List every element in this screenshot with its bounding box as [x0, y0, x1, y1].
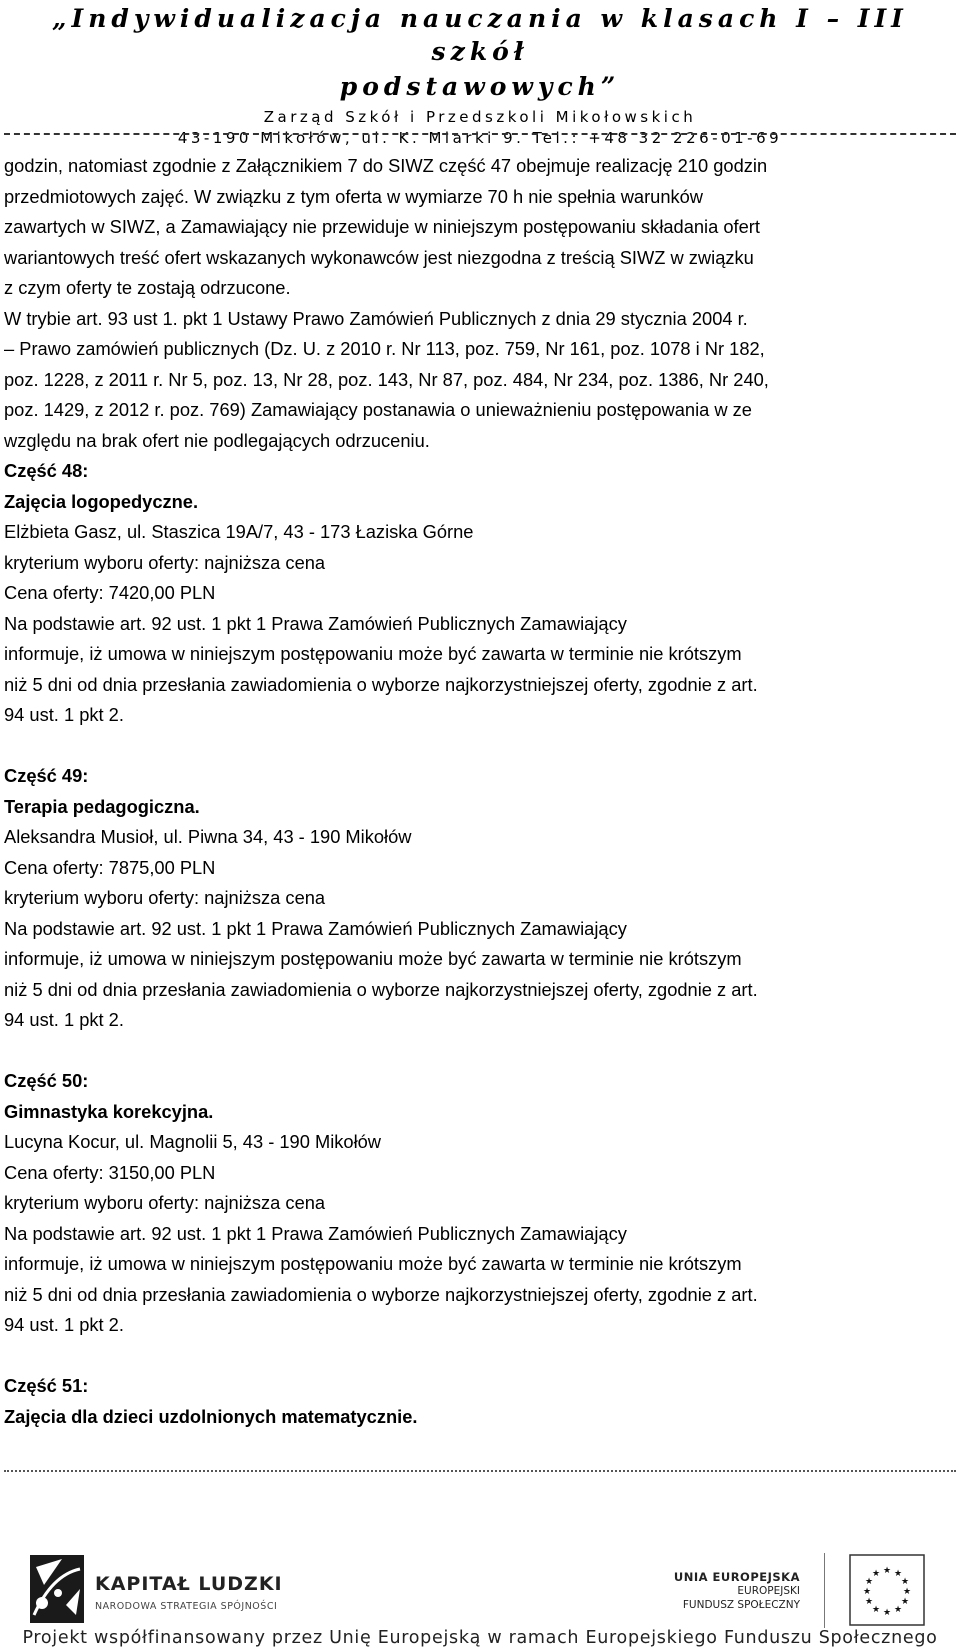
- text-line: W trybie art. 93 ust 1. pkt 1 Ustawy Prawo Zamówień Publicznych z dnia 29 stycznia 2004 r.: [4, 307, 748, 329]
- document-body: [4, 151, 948, 1432]
- section-subject: Zajęcia dla dzieci uzdolnionych matematycznie.: [4, 1405, 418, 1427]
- svg-text:★: ★: [900, 1597, 910, 1607]
- notice-line: Na podstawie art. 92 ust. 1 pkt 1 Prawa Zamówień Publicznych Zamawiający: [4, 917, 627, 939]
- spacer: [4, 731, 948, 762]
- text-line: wariantowych treść ofert wskazanych wykonawców jest niezgodna z treścią SIWZ w związku: [4, 246, 754, 268]
- text-line: przedmiotowych zajęć. W związku z tym oferta w wymiarze 70 h nie spełnia warunków: [4, 185, 704, 207]
- text-line: z czym oferty te zostają odrzucone.: [4, 277, 291, 298]
- notice-line: informuje, iż umowa w niniejszym postępowaniu może być zawarta w terminie nie krótszym: [4, 643, 742, 664]
- svg-text:★: ★: [893, 1605, 903, 1615]
- notice-line: Na podstawie art. 92 ust. 1 pkt 1 Prawa Zamówień Publicznych Zamawiający: [4, 1222, 627, 1244]
- eu-separator: [824, 1553, 825, 1628]
- criterion-line: kryterium wyboru oferty: najniższa cena: [4, 887, 326, 908]
- text-line: względu na brak ofert nie podlegających odrzuceniu.: [4, 429, 430, 451]
- svg-text:★: ★: [882, 1566, 892, 1576]
- notice-line: 94 ust. 1 pkt 2.: [4, 1009, 124, 1030]
- letterhead: [0, 0, 960, 149]
- spacer: [4, 1036, 948, 1067]
- contractor-line: Lucyna Kocur, ul. Magnolii 5, 43 - 190 Mikołów: [4, 1131, 381, 1152]
- notice-line: niż 5 dni od dnia przesłania zawiadomienia o wyborze najkorzystniejszej oferty, zgodnie z art.: [4, 673, 758, 695]
- section-part-48: [4, 456, 948, 731]
- svg-text:★: ★: [902, 1587, 912, 1597]
- price-line: Cena oferty: 3150,00 PLN: [4, 1161, 216, 1183]
- svg-text:★: ★: [900, 1577, 910, 1587]
- section-subject: Zajęcia logopedyczne.: [4, 490, 199, 512]
- legal-paragraph: [4, 304, 948, 457]
- text-line: poz. 1228, z 2011 r. Nr 5, poz. 13, Nr 28, poz. 143, Nr 87, poz. 484, Nr 234, poz. 1386, Nr 240,: [4, 368, 769, 390]
- header-divider: [4, 133, 956, 135]
- svg-text:★: ★: [871, 1605, 881, 1615]
- spacer: [4, 1341, 948, 1372]
- svg-text:★: ★: [871, 1569, 881, 1579]
- notice-line: Na podstawie art. 92 ust. 1 pkt 1 Prawa Zamówień Publicznych Zamawiający: [4, 612, 627, 634]
- section-part-49: [4, 761, 948, 1036]
- notice-line: 94 ust. 1 pkt 2.: [4, 704, 124, 725]
- kapital-ludzki-subtitle: NARODOWA STRATEGIA SPÓJNOŚCI: [95, 1601, 278, 1612]
- eu-title: UNIA EUROPEJSKA: [673, 1570, 800, 1584]
- svg-text:★: ★: [864, 1577, 874, 1587]
- text-line: – Prawo zamówień publicznych (Dz. U. z 2010 r. Nr 113, poz. 759, Nr 161, poz. 1078 i Nr 182,: [4, 338, 765, 359]
- price-line: Cena oferty: 7875,00 PLN: [4, 856, 216, 878]
- intro-paragraph: [4, 151, 948, 304]
- notice-line: niż 5 dni od dnia przesłania zawiadomienia o wyborze najkorzystniejszej oferty, zgodnie z art.: [4, 1283, 758, 1305]
- section-part-51: [4, 1371, 948, 1432]
- section-heading: Część 48:: [4, 460, 89, 481]
- contractor-line: Aleksandra Musioł, ul. Piwna 34, 43 - 190 Mikołów: [4, 826, 412, 847]
- eu-flag-icon: [849, 1554, 925, 1626]
- project-title-line-2: podstawowych”: [339, 72, 621, 101]
- notice-line: informuje, iż umowa w niniejszym postępowaniu może być zawarta w terminie nie krótszym: [4, 948, 742, 969]
- organization-name: Zarząd Szkół i Przedszkoli Mikołowskich: [263, 108, 697, 126]
- text-line: zawartych w SIWZ, a Zamawiający nie przewiduje w niniejszym postępowaniu składania ofert: [4, 216, 760, 237]
- section-heading: Część 51:: [4, 1375, 89, 1396]
- section-heading: Część 49:: [4, 765, 89, 786]
- section-subject: Gimnastyka korekcyjna.: [4, 1100, 214, 1122]
- eu-fund-line-2: FUNDUSZ SPOŁECZNY: [682, 1599, 800, 1611]
- price-line: Cena oferty: 7420,00 PLN: [4, 582, 216, 603]
- section-heading: Część 50:: [4, 1070, 89, 1091]
- notice-line: 94 ust. 1 pkt 2.: [4, 1314, 124, 1335]
- section-part-50: [4, 1066, 948, 1341]
- project-funding-note: Projekt współfinansowany przez Unię Europejską w ramach Europejskiego Funduszu Społecznego: [22, 1628, 938, 1648]
- contractor-line: Elżbieta Gasz, ul. Staszica 19A/7, 43 - 173 Łaziska Górne: [4, 521, 474, 542]
- footer-divider: [4, 1470, 956, 1472]
- eu-caption: [674, 1570, 800, 1612]
- text-line: godzin, natomiast zgodnie z Załącznikiem 7 do SIWZ część 47 obejmuje realizację 210 godzin: [4, 155, 768, 176]
- organization-address: 43-190 Mikołów, ul. K. Miarki 9. Tel.: +48 32 226-01-69: [177, 129, 783, 147]
- kapital-ludzki-title: KAPITAŁ LUDZKI: [95, 1573, 283, 1595]
- notice-line: informuje, iż umowa w niniejszym postępowaniu może być zawarta w terminie nie krótszym: [4, 1253, 742, 1274]
- eu-fund-line-1: EUROPEJSKI: [737, 1585, 800, 1597]
- notice-line: niż 5 dni od dnia przesłania zawiadomienia o wyborze najkorzystniejszej oferty, zgodnie z art.: [4, 978, 758, 1000]
- section-subject: Terapia pedagogiczna.: [4, 795, 200, 817]
- criterion-line: kryterium wyboru oferty: najniższa cena: [4, 551, 326, 573]
- project-title-line-1: „Indywidualizacja nauczania w klasach I – III szkół: [52, 4, 908, 66]
- criterion-line: kryterium wyboru oferty: najniższa cena: [4, 1192, 326, 1213]
- svg-text:★: ★: [893, 1569, 903, 1579]
- svg-text:★: ★: [882, 1608, 892, 1618]
- text-line: poz. 1429, z 2012 r. poz. 769) Zamawiający postanawia o unieważnieniu postępowania w ze: [4, 399, 752, 420]
- svg-text:★: ★: [864, 1597, 874, 1607]
- svg-text:★: ★: [862, 1587, 872, 1597]
